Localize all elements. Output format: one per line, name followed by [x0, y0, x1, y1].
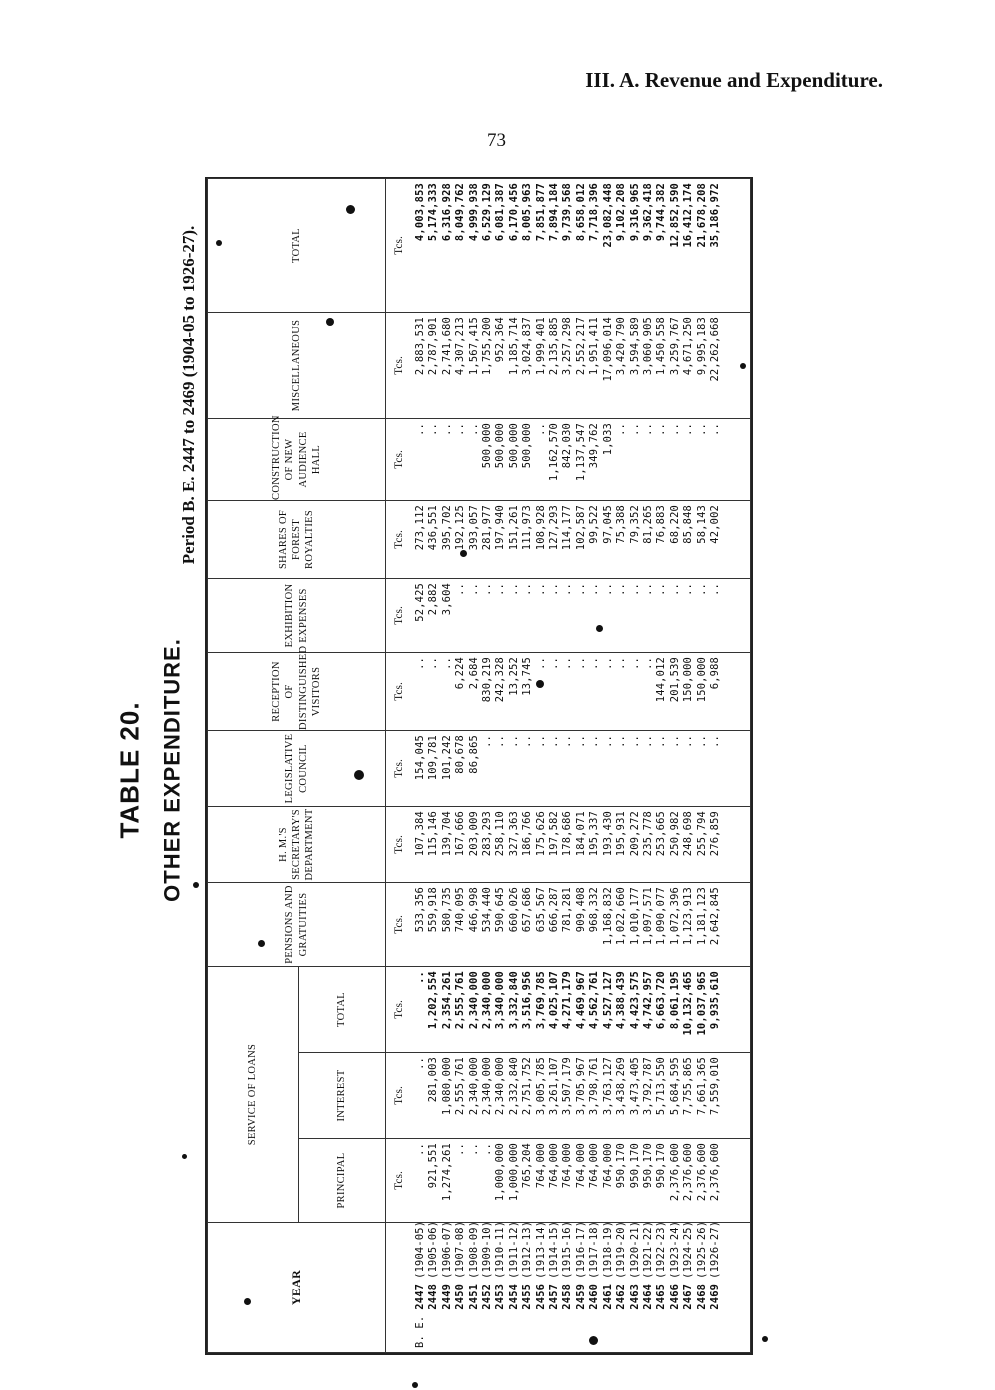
- scan-speck: [354, 770, 364, 780]
- scan-speck: [258, 940, 265, 947]
- scan-speck: [536, 680, 544, 688]
- col-audience-hall-header: CONSTRUCTION OF NEW AUDIENCE HALL: [208, 418, 386, 500]
- unit-reception: Tcs.: [386, 652, 413, 730]
- col-reception-header: RECEPTION OF DISTINGUISHED VISITORS: [208, 652, 386, 730]
- scan-speck: [596, 625, 603, 632]
- unit-total: Tcs.: [386, 178, 413, 312]
- col-misc-header: MISCELLANEOUS: [208, 312, 386, 418]
- table-number: TABLE 20.: [114, 701, 145, 839]
- scan-speck: [762, 1336, 768, 1342]
- exhibition-values: 52,425 2,882 3,604 .. .. .. .. .. .. .. .. .. .. .. .. .. .. .. .. .. .. .. ..: [414, 582, 721, 622]
- col-service-of-loans-header: SERVICE OF LOANS: [208, 966, 299, 1222]
- scan-speck: [193, 882, 199, 888]
- scan-speck: [346, 205, 355, 214]
- scan-speck: [460, 550, 467, 557]
- scan-speck: [412, 1382, 418, 1388]
- unit-row: [386, 178, 413, 1352]
- unit-pensions: Tcs.: [386, 882, 413, 966]
- unit-audience-hall: Tcs.: [386, 418, 413, 500]
- secretary-values: 107,384 115,146 139,704 167,666 203,009 283,293 258,110 327,363 186,766 175,626 197,582 178,686 184,071 195,337 193,430 195,931 209,272 235,778 253,665 250,982 248,698 255,794 276,859: [414, 810, 721, 857]
- pensions-values: 533,356 559,918 580,735 740,095 466,998 534,440 590,645 660,026 657,686 635,567 666,287 781,281 909,408 968,332 1,168,832 1,022,660 1,010,177 1,097,571 1,090,077 1,072,396 1,123,913 1,181,123 2,642,845: [414, 886, 721, 946]
- unit-legislative: Tcs.: [386, 730, 413, 806]
- unit-exhibition: Tcs.: [386, 578, 413, 652]
- expenditure-table-frame: [205, 177, 753, 1355]
- unit-interest: Tcs.: [386, 1053, 413, 1139]
- audience-hall-values: .. .. .. .. .. 500,000 500,000 500,000 500,000 .. 1,162,570 842,030 1,137,547 349,762 1,033 .. .. .. .. .. .. .. ..: [414, 422, 721, 482]
- misc-values: 2,883,531 2,787,901 2,741,680 4,307,213 1,567,415 1,755,200 952,364 1,185,714 3,024,837 1,999,401 2,135,885 3,257,298 2,552,217 1,951,411 17,096,014 3,420,790 3,594,589 3,060,905 1,450,558 3,259,767 4,671,250 9,995,183 22,262,668: [414, 316, 721, 382]
- legislative-values: 154,045 109,781 101,242 80,678 86,865 .. .. .. .. .. .. .. .. .. .. .. .. .. .. .. .. .. ..: [414, 734, 721, 781]
- era-prefix: B. E.: [414, 1315, 426, 1348]
- page-number: 73: [487, 130, 506, 151]
- col-year-header: YEAR: [208, 1223, 386, 1353]
- principal-values: .. 921,551 1,274,261 .. .. .. 1,000,000 1,000,000 765,204 764,000 764,000 764,000 764,000 764,000 764,000 950,170 950,170 950,170 950,170 2,376,600 2,376,600 2,376,600 2,376,600: [414, 1143, 721, 1202]
- scan-speck: [589, 1336, 598, 1345]
- expenditure-table: [207, 178, 751, 1353]
- year-cell: [412, 1220, 751, 1353]
- unit-forest: Tcs.: [386, 500, 413, 578]
- unit-principal: Tcs.: [386, 1139, 413, 1223]
- col-exhibition-header: EXHIBITION EXPENSES: [208, 578, 386, 652]
- col-total-header: TOTAL: [208, 178, 386, 312]
- forest-values: 273,112 436,551 395,702 192,125 393,057 281,977 197,940 151,261 111,973 108,928 127,293 114,177 102,587 99,522 97,045 75,388 79,352 81,265 76,883 68,220 85,848 58,143 42,002: [414, 504, 721, 551]
- total-values: 4,003,853 5,174,333 6,316,928 8,049,762 4,999,938 6,529,129 6,081,387 6,170,456 8,005,963 7,851,877 7,894,184 9,739,568 8,658,012 7,718,396 23,082,448 9,102,208 9,316,965 9,362,418 9,744,382 12,852,590 16,412,174 21,678,208 35,186,972: [414, 182, 721, 248]
- unit-secretary: Tcs.: [386, 806, 413, 882]
- scan-speck: [740, 363, 746, 369]
- scan-speck: [244, 1298, 251, 1305]
- reception-values: .. .. .. 6,224 2,684 830,219 242,328 13,252 13,745 .. .. .. .. .. .. .. .. .. 144,012 201,539 150,000 150,000 6,988: [414, 656, 721, 703]
- table-name: OTHER EXPENDITURE.: [159, 638, 185, 902]
- scan-speck: [326, 318, 334, 326]
- col-forest-header: SHARES OF FOREST ROYALTIES: [208, 500, 386, 578]
- col-legislative-header: LEGISLATIVE COUNCIL: [208, 730, 386, 806]
- col-pensions-header: PENSIONS AND GRATUITIES: [208, 882, 386, 966]
- loan-total-values: .. 1,202,554 2,354,261 2,555,761 2,340,000 2,340,000 3,340,000 3,332,840 3,516,956 3,769,785 4,025,107 4,271,179 4,469,967 4,562,761 4,527,127 4,388,439 4,423,575 4,742,957 6,663,720 8,061,195 10,132,465 10,037,965 9,935,610: [414, 970, 721, 1036]
- col-secretary-header: H. M.'S SECRETARY'S DEPARTMENT: [208, 806, 386, 882]
- header-row-1: [208, 178, 299, 1352]
- col-loan-total-header: TOTAL: [299, 966, 386, 1052]
- data-row: [412, 178, 751, 1352]
- year-ce-list: (1904-05) (1905-06) (1906-07) (1907-08) (1908-09) (1909-10) (1910-11) (1911-12) (1912-13) (1913-14) (1914-15) (1915-16) (1916-17) (1917-18) (1918-19) (1919-20) (1920-21) (1921-22) (1922-23) (1923-24) (1924-25) (1925-26) (1926-27): [414, 1220, 721, 1279]
- unit-loan-total: Tcs.: [386, 966, 413, 1052]
- unit-misc: Tcs.: [386, 312, 413, 418]
- period-text: Period B. E. 2447 to 2469 (1904-05 to 1926-27).: [179, 225, 198, 565]
- col-interest-header: INTEREST: [299, 1053, 386, 1139]
- section-header: III. A. Revenue and Expenditure.: [585, 68, 883, 92]
- unit-year: [386, 1223, 413, 1353]
- scan-speck: [182, 1154, 187, 1159]
- table-title: [114, 638, 185, 902]
- period-caption: [179, 225, 199, 565]
- interest-values: .. 281,003 1,080,000 2,555,761 2,340,000 2,340,000 2,340,000 2,332,840 2,751,752 3,005,785 3,261,107 3,507,179 3,705,967 3,798,761 3,763,127 3,438,269 3,473,405 3,792,787 5,713,550 5,684,595 7,755,865 7,661,365 7,559,010: [414, 1057, 721, 1116]
- year-be-list: 2447 2448 2449 2450 2451 2452 2453 2454 2455 2456 2457 2458 2459 2460 2461 2462 2463 2464 2465 2466 2467 2468 2469: [414, 1283, 721, 1310]
- col-principal-header: PRINCIPAL: [299, 1139, 386, 1223]
- scan-speck: [216, 240, 222, 246]
